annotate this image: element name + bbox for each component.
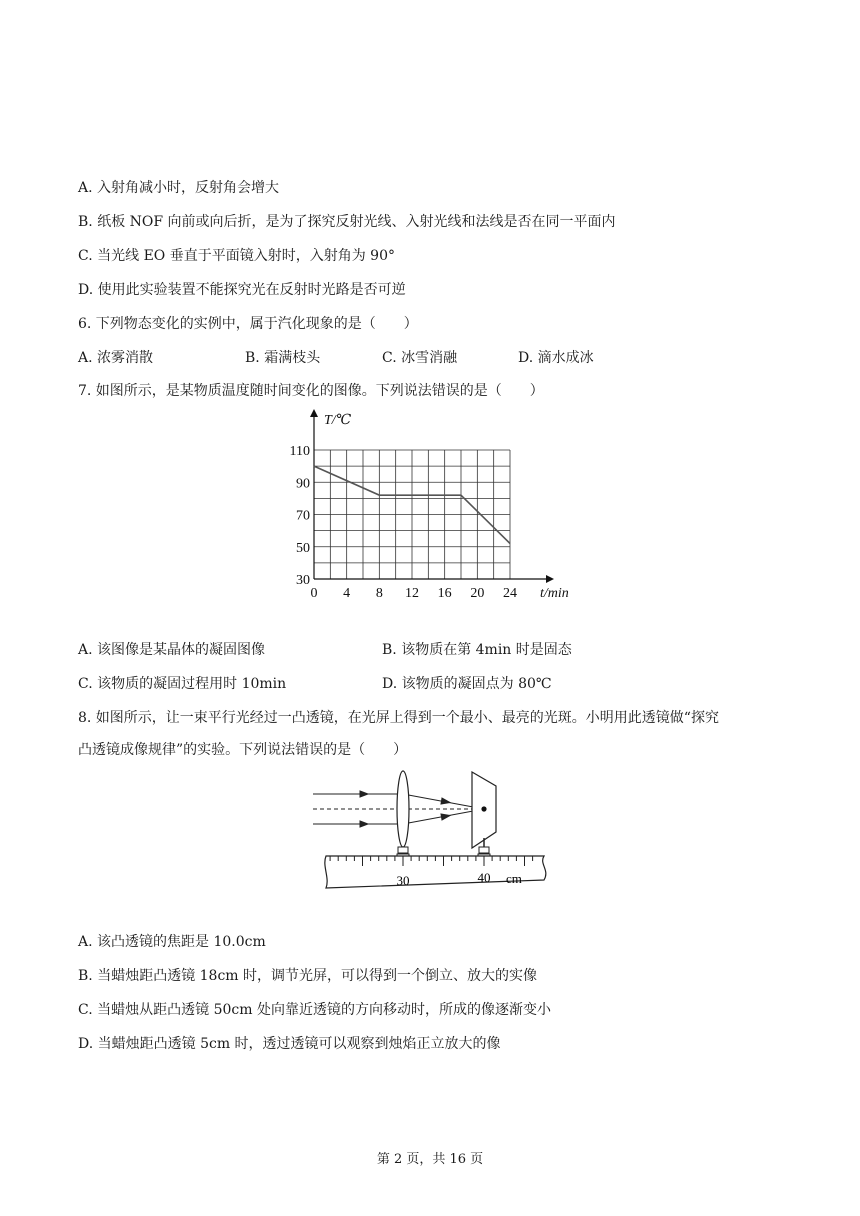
convex-lens-diagram	[308, 768, 558, 896]
ruler-label-40: 40	[477, 870, 491, 885]
y-tick-label: 70	[296, 508, 310, 524]
q7-stem: 7. 如图所示，是某物质温度随时间变化的图像。下列说法错误的是（ ）	[78, 383, 544, 399]
q7-option-b: B. 该物质在第 4min 时是固态	[382, 642, 572, 658]
q6-option-a: A. 浓雾消散	[78, 350, 154, 366]
x-tick-label: 12	[405, 586, 419, 601]
convex-lens	[397, 771, 409, 847]
q6-option-b: B. 霜满枝头	[245, 350, 321, 366]
y-tick-label: 30	[296, 573, 310, 588]
x-tick-label: 4	[343, 586, 351, 601]
x-tick-label: 16	[437, 586, 452, 601]
q8-option-c: C. 当蜡烛从距凸透镜 50cm 处向靠近透镜的方向移动时，所成的像逐渐变小	[78, 1002, 551, 1018]
x-tick-label: 24	[503, 586, 517, 601]
x-axis-arrow	[546, 575, 554, 583]
q8-option-a: A. 该凸透镜的焦距是 10.0cm	[78, 934, 266, 950]
q5-option-d: D. 使用此实验装置不能探究光在反射时光路是否可逆	[78, 282, 406, 298]
x-tick-label: 8	[375, 586, 383, 601]
q5-option-b: B. 纸板 NOF 向前或向后折，是为了探究反射光线、入射光线和法线是否在同一平面内	[78, 214, 616, 230]
q7-option-a: A. 该图像是某晶体的凝固图像	[78, 642, 266, 658]
ruler-label-30: 30	[396, 873, 410, 888]
q8-stem-line2: 凸透镜成像规律”的实验。下列说法错误的是（ ）	[78, 742, 408, 758]
q8-option-b: B. 当蜡烛距凸透镜 18cm 时，调节光屏，可以得到一个倒立、放大的实像	[78, 968, 538, 984]
y-tick-label: 110	[289, 444, 310, 459]
q6-option-c: C. 冰雪消融	[382, 350, 458, 366]
focal-spot	[481, 806, 486, 811]
q5-option-a: A. 入射角减小时，反射角会增大	[78, 180, 280, 196]
y-tick-label: 90	[296, 476, 310, 492]
x-axis-label: t/min	[540, 586, 569, 601]
y-axis-arrow	[310, 409, 318, 417]
q8-option-d: D. 当蜡烛距凸透镜 5cm 时，透过透镜可以观察到烛焰正立放大的像	[78, 1036, 501, 1052]
q5-option-c: C. 当光线 EO 垂直于平面镜入射时，入射角为 90°	[78, 248, 395, 264]
q8-stem-line1: 8. 如图所示，让一束平行光经过一凸透镜，在光屏上得到一个最小、最亮的光斑。小明用此透镜做“探究	[78, 710, 719, 726]
temperature-time-chart	[270, 405, 590, 605]
q6-option-d: D. 滴水成冰	[518, 350, 594, 366]
q7-option-d: D. 该物质的凝固点为 80℃	[382, 676, 552, 692]
x-tick-label: 0	[310, 586, 318, 601]
x-tick-label: 20	[470, 586, 485, 601]
page-footer: 第 2 页，共 16 页	[376, 1152, 484, 1167]
y-axis-label: T/℃	[324, 413, 352, 428]
q7-option-c: C. 该物质的凝固过程用时 10min	[78, 676, 287, 692]
y-tick-label: 50	[296, 540, 310, 556]
q6-stem: 6. 下列物态变化的实例中，属于汽化现象的是（ ）	[78, 316, 418, 332]
ruler-unit: cm	[506, 871, 522, 886]
